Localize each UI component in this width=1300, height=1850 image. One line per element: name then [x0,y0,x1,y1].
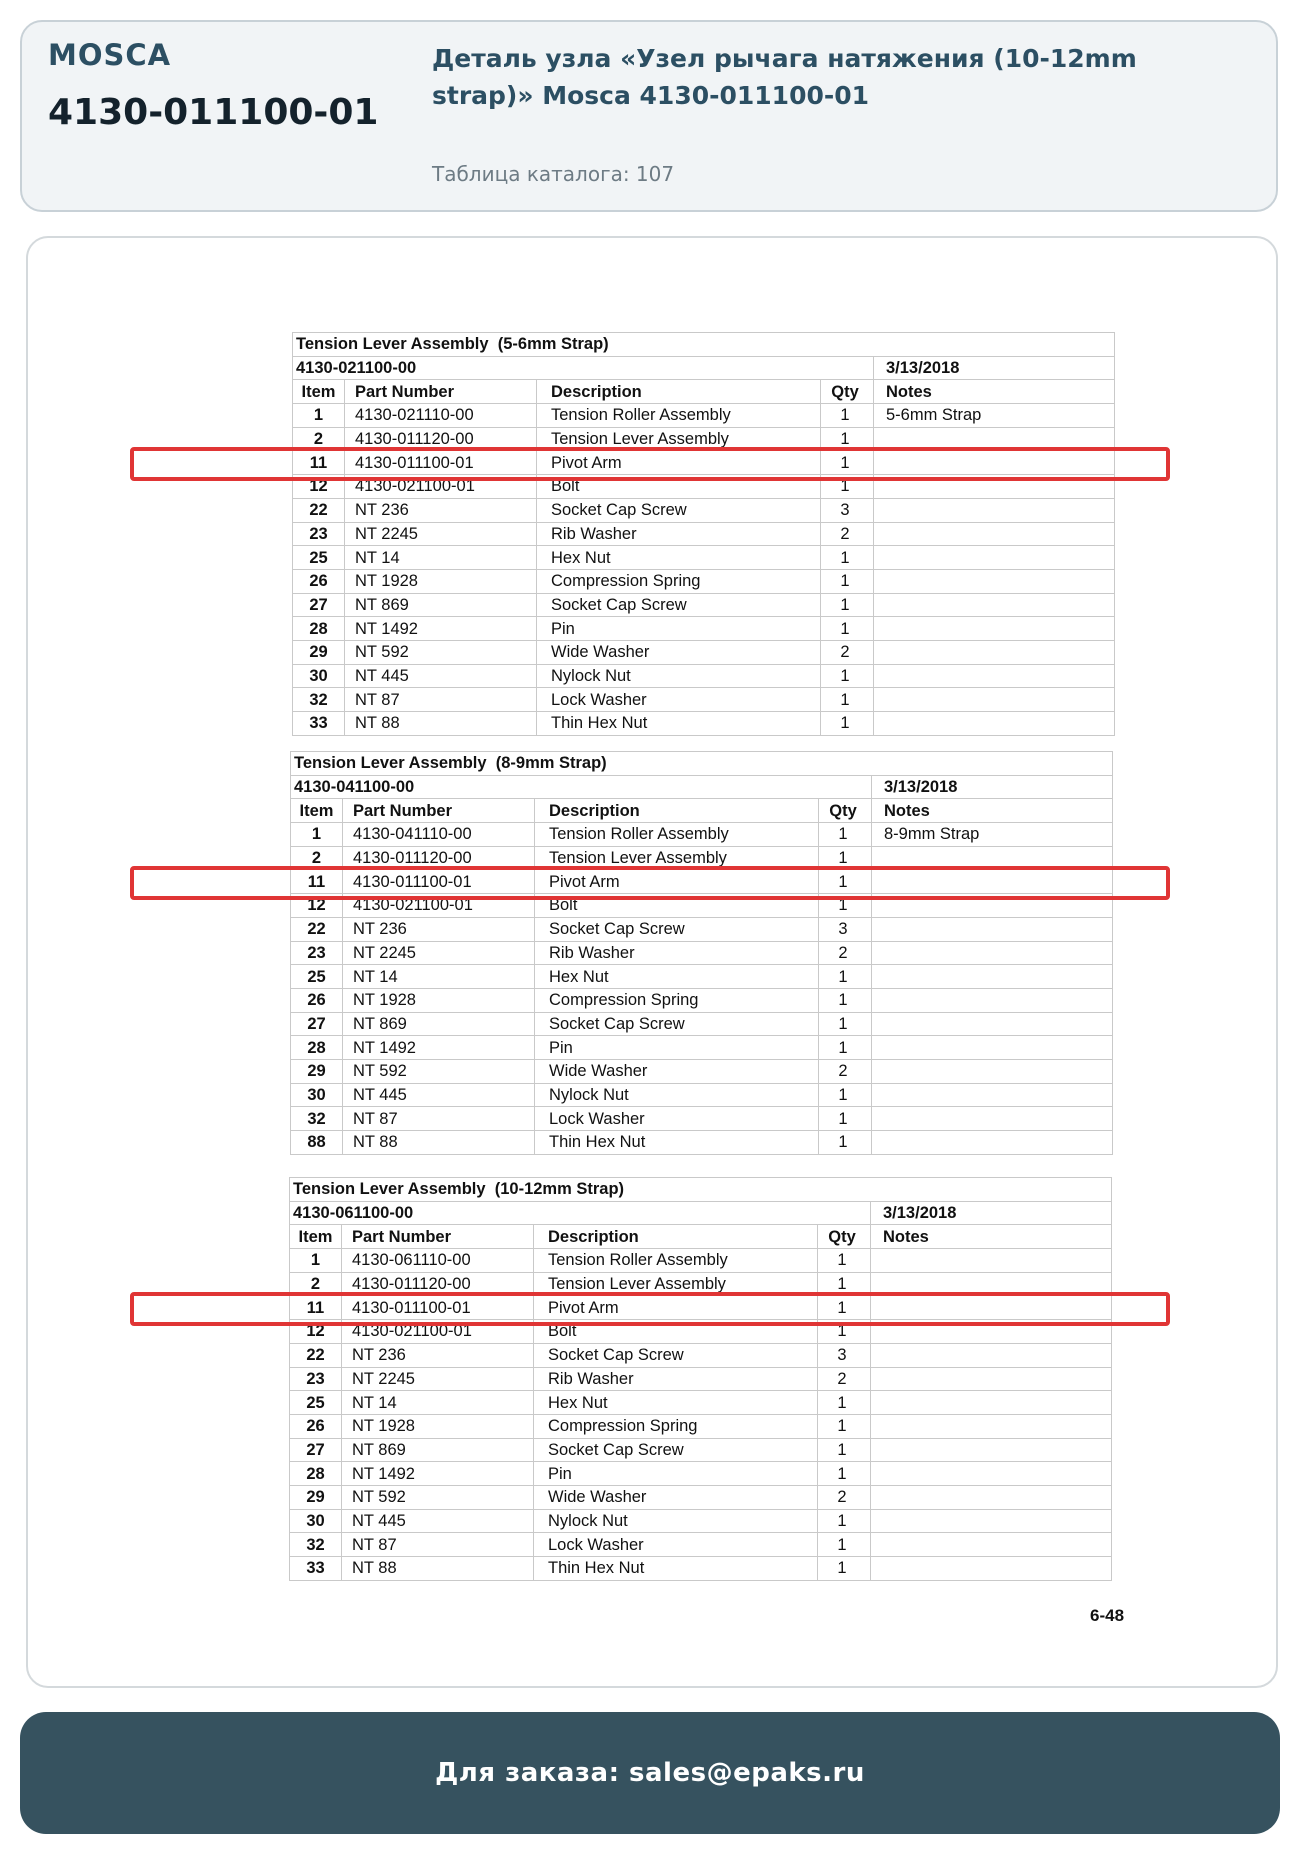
row-part-number: 4130-011100-01 [345,451,537,475]
row-notes [872,1059,1113,1083]
order-contact-text: Для заказа: sales@epaks.ru [435,1758,865,1788]
table-row [291,1107,1113,1131]
row-item: 25 [293,546,345,570]
header-qty: Qty [821,380,874,404]
row-item: 30 [291,1083,343,1107]
row-part-number: NT 1492 [343,1036,535,1060]
row-qty: 1 [819,1036,872,1060]
row-qty: 1 [818,1296,871,1320]
row-notes [871,1509,1112,1533]
row-item: 11 [293,451,345,475]
table-row [293,640,1115,664]
row-description: Lock Washer [537,688,821,712]
row-item: 25 [290,1391,342,1415]
row-description: Wide Washer [534,1485,818,1509]
header-description: Description [537,380,821,404]
row-part-number: NT 88 [343,1131,535,1155]
row-part-number: NT 1928 [345,569,537,593]
row-notes [872,1036,1113,1060]
row-description: Socket Cap Screw [537,593,821,617]
row-description: Pin [535,1036,819,1060]
row-item: 1 [290,1249,342,1273]
table-row [293,617,1115,641]
page-number: 6-48 [1090,1606,1125,1625]
row-qty: 1 [818,1462,871,1486]
table-title: Tension Lever Assembly (10-12mm Strap) [290,1178,1112,1202]
row-description: Rib Washer [535,941,819,965]
row-part-number: NT 14 [343,965,535,989]
header-card [20,20,1278,212]
row-description: Bolt [537,475,821,499]
table-row [291,988,1113,1012]
row-notes [871,1533,1112,1557]
row-notes [874,712,1115,736]
row-description: Thin Hex Nut [537,712,821,736]
row-item: 30 [290,1509,342,1533]
row-qty: 1 [819,988,872,1012]
parts-table [289,1177,1112,1581]
row-item: 2 [290,1272,342,1296]
row-qty: 3 [819,917,872,941]
row-notes [871,1485,1112,1509]
row-qty: 2 [821,522,874,546]
row-item: 22 [291,917,343,941]
row-notes [874,498,1115,522]
row-notes [871,1367,1112,1391]
row-notes [871,1343,1112,1367]
row-notes [874,640,1115,664]
parts-table [290,751,1113,1155]
row-item: 28 [293,617,345,641]
page-title: Деталь узла «Узел рычага натяжения (10-12mm strap)» Mosca 4130-011100-01 [432,44,1137,110]
row-part-number: NT 2245 [342,1367,534,1391]
header-part-number: Part Number [343,799,535,823]
row-item: 12 [290,1320,342,1344]
table-row [293,712,1115,736]
table-row [290,1438,1112,1462]
row-part-number: NT 87 [345,688,537,712]
row-description: Compression Spring [537,569,821,593]
assembly-date: 3/13/2018 [872,775,1113,799]
row-description: Compression Spring [534,1414,818,1438]
table-row [290,1414,1112,1438]
row-description: Pin [534,1462,818,1486]
row-part-number: NT 869 [345,593,537,617]
row-notes [872,988,1113,1012]
row-part-number: 4130-011120-00 [343,846,535,870]
row-description: Bolt [534,1320,818,1344]
row-description: Hex Nut [535,965,819,989]
assembly-number: 4130-041100-00 [291,775,872,799]
row-part-number: NT 2245 [343,941,535,965]
row-description: Lock Washer [534,1533,818,1557]
table-row [291,1036,1113,1060]
row-notes [874,522,1115,546]
row-qty: 3 [821,498,874,522]
row-item: 32 [290,1533,342,1557]
row-notes [874,688,1115,712]
row-notes [872,1131,1113,1155]
header-description: Description [535,799,819,823]
header-notes: Notes [871,1225,1112,1249]
row-part-number: NT 236 [345,498,537,522]
row-part-number: 4130-061110-00 [342,1249,534,1273]
row-part-number: NT 1492 [342,1462,534,1486]
row-part-number: 4130-021110-00 [345,404,537,428]
row-qty: 2 [818,1367,871,1391]
row-notes [871,1414,1112,1438]
catalog-table-label: Таблица каталога: 107 [432,162,675,186]
row-description: Wide Washer [537,640,821,664]
brand-name: MOSCA [48,38,172,72]
header-item: Item [290,1225,342,1249]
row-part-number: NT 1928 [342,1414,534,1438]
order-contact-footer[interactable] [20,1712,1280,1834]
row-item: 23 [291,941,343,965]
row-notes [871,1249,1112,1273]
row-part-number: 4130-011100-01 [343,870,535,894]
row-item: 28 [290,1462,342,1486]
row-part-number: NT 592 [342,1485,534,1509]
row-notes [872,1107,1113,1131]
row-item: 2 [293,427,345,451]
row-notes [872,917,1113,941]
table-row [290,1485,1112,1509]
row-item: 25 [291,965,343,989]
row-item: 26 [293,569,345,593]
table-header-row [290,1225,1112,1249]
row-description: Nylock Nut [537,664,821,688]
row-item: 29 [293,640,345,664]
row-description: Hex Nut [534,1391,818,1415]
row-part-number: NT 869 [343,1012,535,1036]
table-row [290,1509,1112,1533]
table-row [291,1059,1113,1083]
row-qty: 1 [819,965,872,989]
row-notes [872,1012,1113,1036]
row-qty: 1 [818,1391,871,1415]
row-qty: 1 [819,823,872,847]
row-item: 26 [291,988,343,1012]
row-part-number: 4130-011100-01 [342,1296,534,1320]
row-description: Pivot Arm [537,451,821,475]
row-part-number: NT 1928 [343,988,535,1012]
row-description: Socket Cap Screw [534,1343,818,1367]
row-qty: 1 [818,1249,871,1273]
row-notes [874,546,1115,570]
row-item: 33 [293,712,345,736]
row-notes [872,941,1113,965]
row-description: Tension Roller Assembly [535,823,819,847]
row-item: 2 [291,846,343,870]
row-description: Socket Cap Screw [535,917,819,941]
row-qty: 1 [821,546,874,570]
row-qty: 1 [821,427,874,451]
table-row [293,546,1115,570]
row-notes [871,1557,1112,1581]
row-notes [871,1391,1112,1415]
assembly-number: 4130-061100-00 [290,1201,871,1225]
row-part-number: 4130-021100-01 [343,894,535,918]
row-qty: 1 [818,1533,871,1557]
table-header-row [291,799,1113,823]
row-qty: 2 [819,1059,872,1083]
table-title: Tension Lever Assembly (8-9mm Strap) [291,752,1113,776]
table-row [291,1131,1113,1155]
row-description: Nylock Nut [535,1083,819,1107]
row-description: Pin [537,617,821,641]
row-item: 12 [291,894,343,918]
row-part-number: 4130-041110-00 [343,823,535,847]
row-qty: 1 [818,1414,871,1438]
row-part-number: NT 236 [343,917,535,941]
row-description: Socket Cap Screw [534,1438,818,1462]
table-row [293,664,1115,688]
table-row [291,1083,1113,1107]
header-qty: Qty [819,799,872,823]
table-row [291,965,1113,989]
row-description: Rib Washer [534,1367,818,1391]
row-notes [874,617,1115,641]
part-number: 4130-011100-01 [48,92,379,133]
row-part-number: NT 445 [343,1083,535,1107]
row-item: 23 [293,522,345,546]
highlight-box [130,1292,1170,1326]
row-description: Pivot Arm [534,1296,818,1320]
table-header-row [293,380,1115,404]
row-qty: 1 [819,846,872,870]
table-meta-row [293,356,1115,380]
row-part-number: NT 87 [343,1107,535,1131]
row-notes: 5-6mm Strap [874,404,1115,428]
row-description: Tension Roller Assembly [537,404,821,428]
row-description: Compression Spring [535,988,819,1012]
row-qty: 1 [818,1509,871,1533]
header-item: Item [291,799,343,823]
row-part-number: 4130-021100-01 [342,1320,534,1344]
row-item: 29 [291,1059,343,1083]
row-description: Lock Washer [535,1107,819,1131]
row-description: Socket Cap Screw [537,498,821,522]
table-row [291,823,1113,847]
table-row [293,522,1115,546]
row-qty: 1 [821,688,874,712]
row-qty: 1 [821,451,874,475]
table-meta-row [290,1201,1112,1225]
row-item: 12 [293,475,345,499]
row-item: 26 [290,1414,342,1438]
table-row [290,1343,1112,1367]
row-part-number: NT 445 [345,664,537,688]
row-item: 22 [290,1343,342,1367]
row-item: 28 [291,1036,343,1060]
assembly-date: 3/13/2018 [871,1201,1112,1225]
row-notes [872,1083,1113,1107]
row-item: 1 [291,823,343,847]
table-row [293,404,1115,428]
parts-table [292,332,1115,736]
highlight-box [130,866,1170,900]
header-part-number: Part Number [345,380,537,404]
row-notes: 8-9mm Strap [872,823,1113,847]
row-item: 23 [290,1367,342,1391]
row-qty: 1 [819,1131,872,1155]
row-description: Thin Hex Nut [535,1131,819,1155]
table-title-row [291,752,1113,776]
row-notes [874,664,1115,688]
row-part-number: NT 592 [345,640,537,664]
table-row [290,1557,1112,1581]
row-part-number: NT 88 [342,1557,534,1581]
row-qty: 1 [818,1272,871,1296]
row-part-number: NT 14 [342,1391,534,1415]
row-qty: 1 [821,664,874,688]
header-description: Description [534,1225,818,1249]
table-row [293,498,1115,522]
row-qty: 1 [821,569,874,593]
table-row [293,688,1115,712]
row-part-number: NT 14 [345,546,537,570]
row-notes [874,569,1115,593]
row-qty: 1 [819,894,872,918]
row-part-number: 4130-011120-00 [345,427,537,451]
row-qty: 1 [818,1320,871,1344]
row-description: Tension Roller Assembly [534,1249,818,1273]
row-description: Thin Hex Nut [534,1557,818,1581]
row-item: 27 [290,1438,342,1462]
row-description: Bolt [535,894,819,918]
row-part-number: 4130-021100-01 [345,475,537,499]
row-item: 27 [293,593,345,617]
row-qty: 1 [821,593,874,617]
row-part-number: NT 236 [342,1343,534,1367]
header-part-number: Part Number [342,1225,534,1249]
row-item: 32 [293,688,345,712]
row-qty: 1 [821,404,874,428]
header-qty: Qty [818,1225,871,1249]
assembly-date: 3/13/2018 [874,356,1115,380]
row-item: 11 [290,1296,342,1320]
row-item: 11 [291,870,343,894]
row-part-number: NT 592 [343,1059,535,1083]
row-qty: 1 [821,475,874,499]
table-row [291,941,1113,965]
header-item: Item [293,380,345,404]
row-item: 33 [290,1557,342,1581]
row-qty: 1 [819,870,872,894]
row-part-number: NT 87 [342,1533,534,1557]
row-item: 27 [291,1012,343,1036]
row-description: Wide Washer [535,1059,819,1083]
row-description: Hex Nut [537,546,821,570]
table-title-row [290,1178,1112,1202]
table-row [293,593,1115,617]
row-part-number: NT 1492 [345,617,537,641]
row-item: 30 [293,664,345,688]
table-row [291,1012,1113,1036]
row-description: Tension Lever Assembly [534,1272,818,1296]
table-row [290,1391,1112,1415]
row-description: Rib Washer [537,522,821,546]
table-title: Tension Lever Assembly (5-6mm Strap) [293,333,1115,357]
table-meta-row [291,775,1113,799]
table-title-row [293,333,1115,357]
row-item: 22 [293,498,345,522]
table-row [293,569,1115,593]
table-row [290,1462,1112,1486]
row-description: Pivot Arm [535,870,819,894]
table-row [291,917,1113,941]
row-item: 1 [293,404,345,428]
row-part-number: NT 2245 [345,522,537,546]
row-part-number: NT 445 [342,1509,534,1533]
row-part-number: NT 869 [342,1438,534,1462]
row-qty: 1 [819,1083,872,1107]
row-part-number: NT 88 [345,712,537,736]
row-qty: 2 [818,1485,871,1509]
row-qty: 1 [819,1107,872,1131]
row-notes [872,965,1113,989]
table-row [290,1249,1112,1273]
row-qty: 2 [819,941,872,965]
row-qty: 2 [821,640,874,664]
table-row [290,1533,1112,1557]
row-description: Nylock Nut [534,1509,818,1533]
row-description: Tension Lever Assembly [537,427,821,451]
header-notes: Notes [874,380,1115,404]
row-qty: 1 [819,1012,872,1036]
row-notes [871,1462,1112,1486]
assembly-number: 4130-021100-00 [293,356,874,380]
row-qty: 3 [818,1343,871,1367]
highlight-box [130,447,1170,481]
row-description: Tension Lever Assembly [535,846,819,870]
row-qty: 1 [821,712,874,736]
row-qty: 1 [818,1438,871,1462]
row-part-number: 4130-011120-00 [342,1272,534,1296]
row-description: Socket Cap Screw [535,1012,819,1036]
row-item: 29 [290,1485,342,1509]
row-notes [871,1438,1112,1462]
row-item: 32 [291,1107,343,1131]
row-item: 88 [291,1131,343,1155]
row-notes [874,593,1115,617]
row-qty: 1 [821,617,874,641]
header-notes: Notes [872,799,1113,823]
table-row [290,1367,1112,1391]
row-qty: 1 [818,1557,871,1581]
